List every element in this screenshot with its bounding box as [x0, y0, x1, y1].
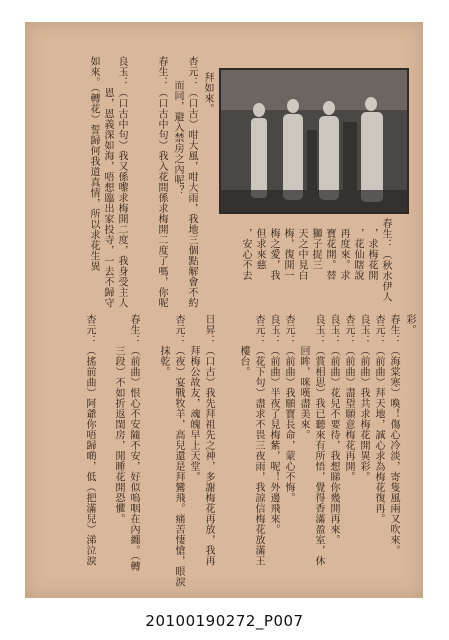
bottom-col-6: 良玉：（前曲）花兒不要待，我想睇你幾開再來。: [328, 314, 339, 545]
bottom-col-17: 春生：（前曲）恨心不安隨不安，好似嗚咽在內纏。（轉: [128, 314, 139, 572]
image-caption: 20100190272_P007: [145, 612, 304, 630]
right-col-11: ，安心不去: [240, 228, 251, 281]
right-col-7: 天之中見白: [296, 228, 307, 281]
right-col-6: 獅子捉三: [310, 228, 321, 270]
right-col-10: 但求來慈: [254, 228, 265, 270]
bottom-col-15: 杏元：（夜）宴戰牧羊，高兒還是拜鸞飛。痛苦悽愴，眼淚: [173, 314, 184, 587]
right-col-2: ，求梅花開: [366, 228, 377, 281]
bottom-col-11: 杏元：（花下句）盡求不畏三夜雨，我諒信梅花放滿王: [253, 314, 264, 566]
bottom-col-19: 杏元：（搖前曲）阿爺你唔歸啲，低（把滿兒）涕泣淚: [84, 314, 95, 566]
bottom-col-14: 拜梅公故友，魂魄早上天堂。: [188, 314, 199, 482]
stage-photo: [219, 68, 409, 214]
bottom-col-2: 春生：（海棠寒）喚！傷心冷淡，寄隻風兩又吹來。: [388, 314, 399, 556]
bottom-col-13: 日昇：（口古）我先拜祖先之神，多謝梅花再放，我再: [203, 314, 214, 566]
bottom-col-7: 良玉：（賞相思）我已聽來有所悟，覺得香滿盈室，休: [313, 314, 324, 566]
stage-figures-image: [221, 70, 407, 212]
left-col-7: 如來。（轉花）誓歸何我道真情，所以求花生異: [88, 56, 99, 272]
left-col-3: 而同，避入禁房之內呢？: [172, 80, 183, 196]
left-col-4: 春生：（口古中句）我入花間係求梅開二度了嗎，你呢: [156, 56, 167, 308]
left-col-6: 恩，恩義深如海，唔想臨出家投寺，一去不歸守: [102, 56, 113, 308]
right-col-3: ，花仙瞎說: [352, 228, 363, 281]
bottom-col-18: 三段）不如折返閨房，閒睡花開恐懼。: [113, 314, 124, 524]
bottom-col-16: 抹乾。: [158, 314, 169, 377]
right-col-8: 梅，復開一: [282, 228, 293, 281]
bottom-col-3: 杏元：（前曲）拜天地，誠心求為梅花復再。: [373, 314, 384, 524]
right-col-9: 梅之愛，我: [268, 228, 279, 281]
right-col-4: 再度來。求: [338, 228, 349, 281]
bottom-col-4: 良玉：（前曲）我共求梅花開異彩。: [358, 314, 369, 482]
left-col-5: 良玉：（口古中句）我又係嚟求梅開二度，我身受主人: [116, 56, 127, 308]
left-col-1: 拜如來。: [202, 72, 213, 114]
document-page: [25, 22, 423, 598]
bottom-col-12: 樓台。: [238, 314, 249, 377]
bottom-col-1: 彩。: [404, 314, 415, 335]
right-col-5: 寶花開。替: [324, 228, 335, 281]
bottom-col-5: 杏元：（前曲）盡望願意梅花再開。: [343, 314, 354, 482]
left-col-2: 杏元：（口古）咁大風，咁大雨，我地三個點解會不約: [186, 56, 197, 308]
bottom-col-8: 回眸，咪嘆盡美來。: [298, 314, 309, 440]
right-col-1: 春生：（秋水伊人: [380, 218, 391, 302]
bottom-col-10: 良玉：（前曲）半夜了見梅紫，呢！外邊飛來。: [268, 314, 279, 535]
bottom-col-9: 杏元：（前曲）我願寶長命，蒙心不悔。: [283, 314, 294, 503]
